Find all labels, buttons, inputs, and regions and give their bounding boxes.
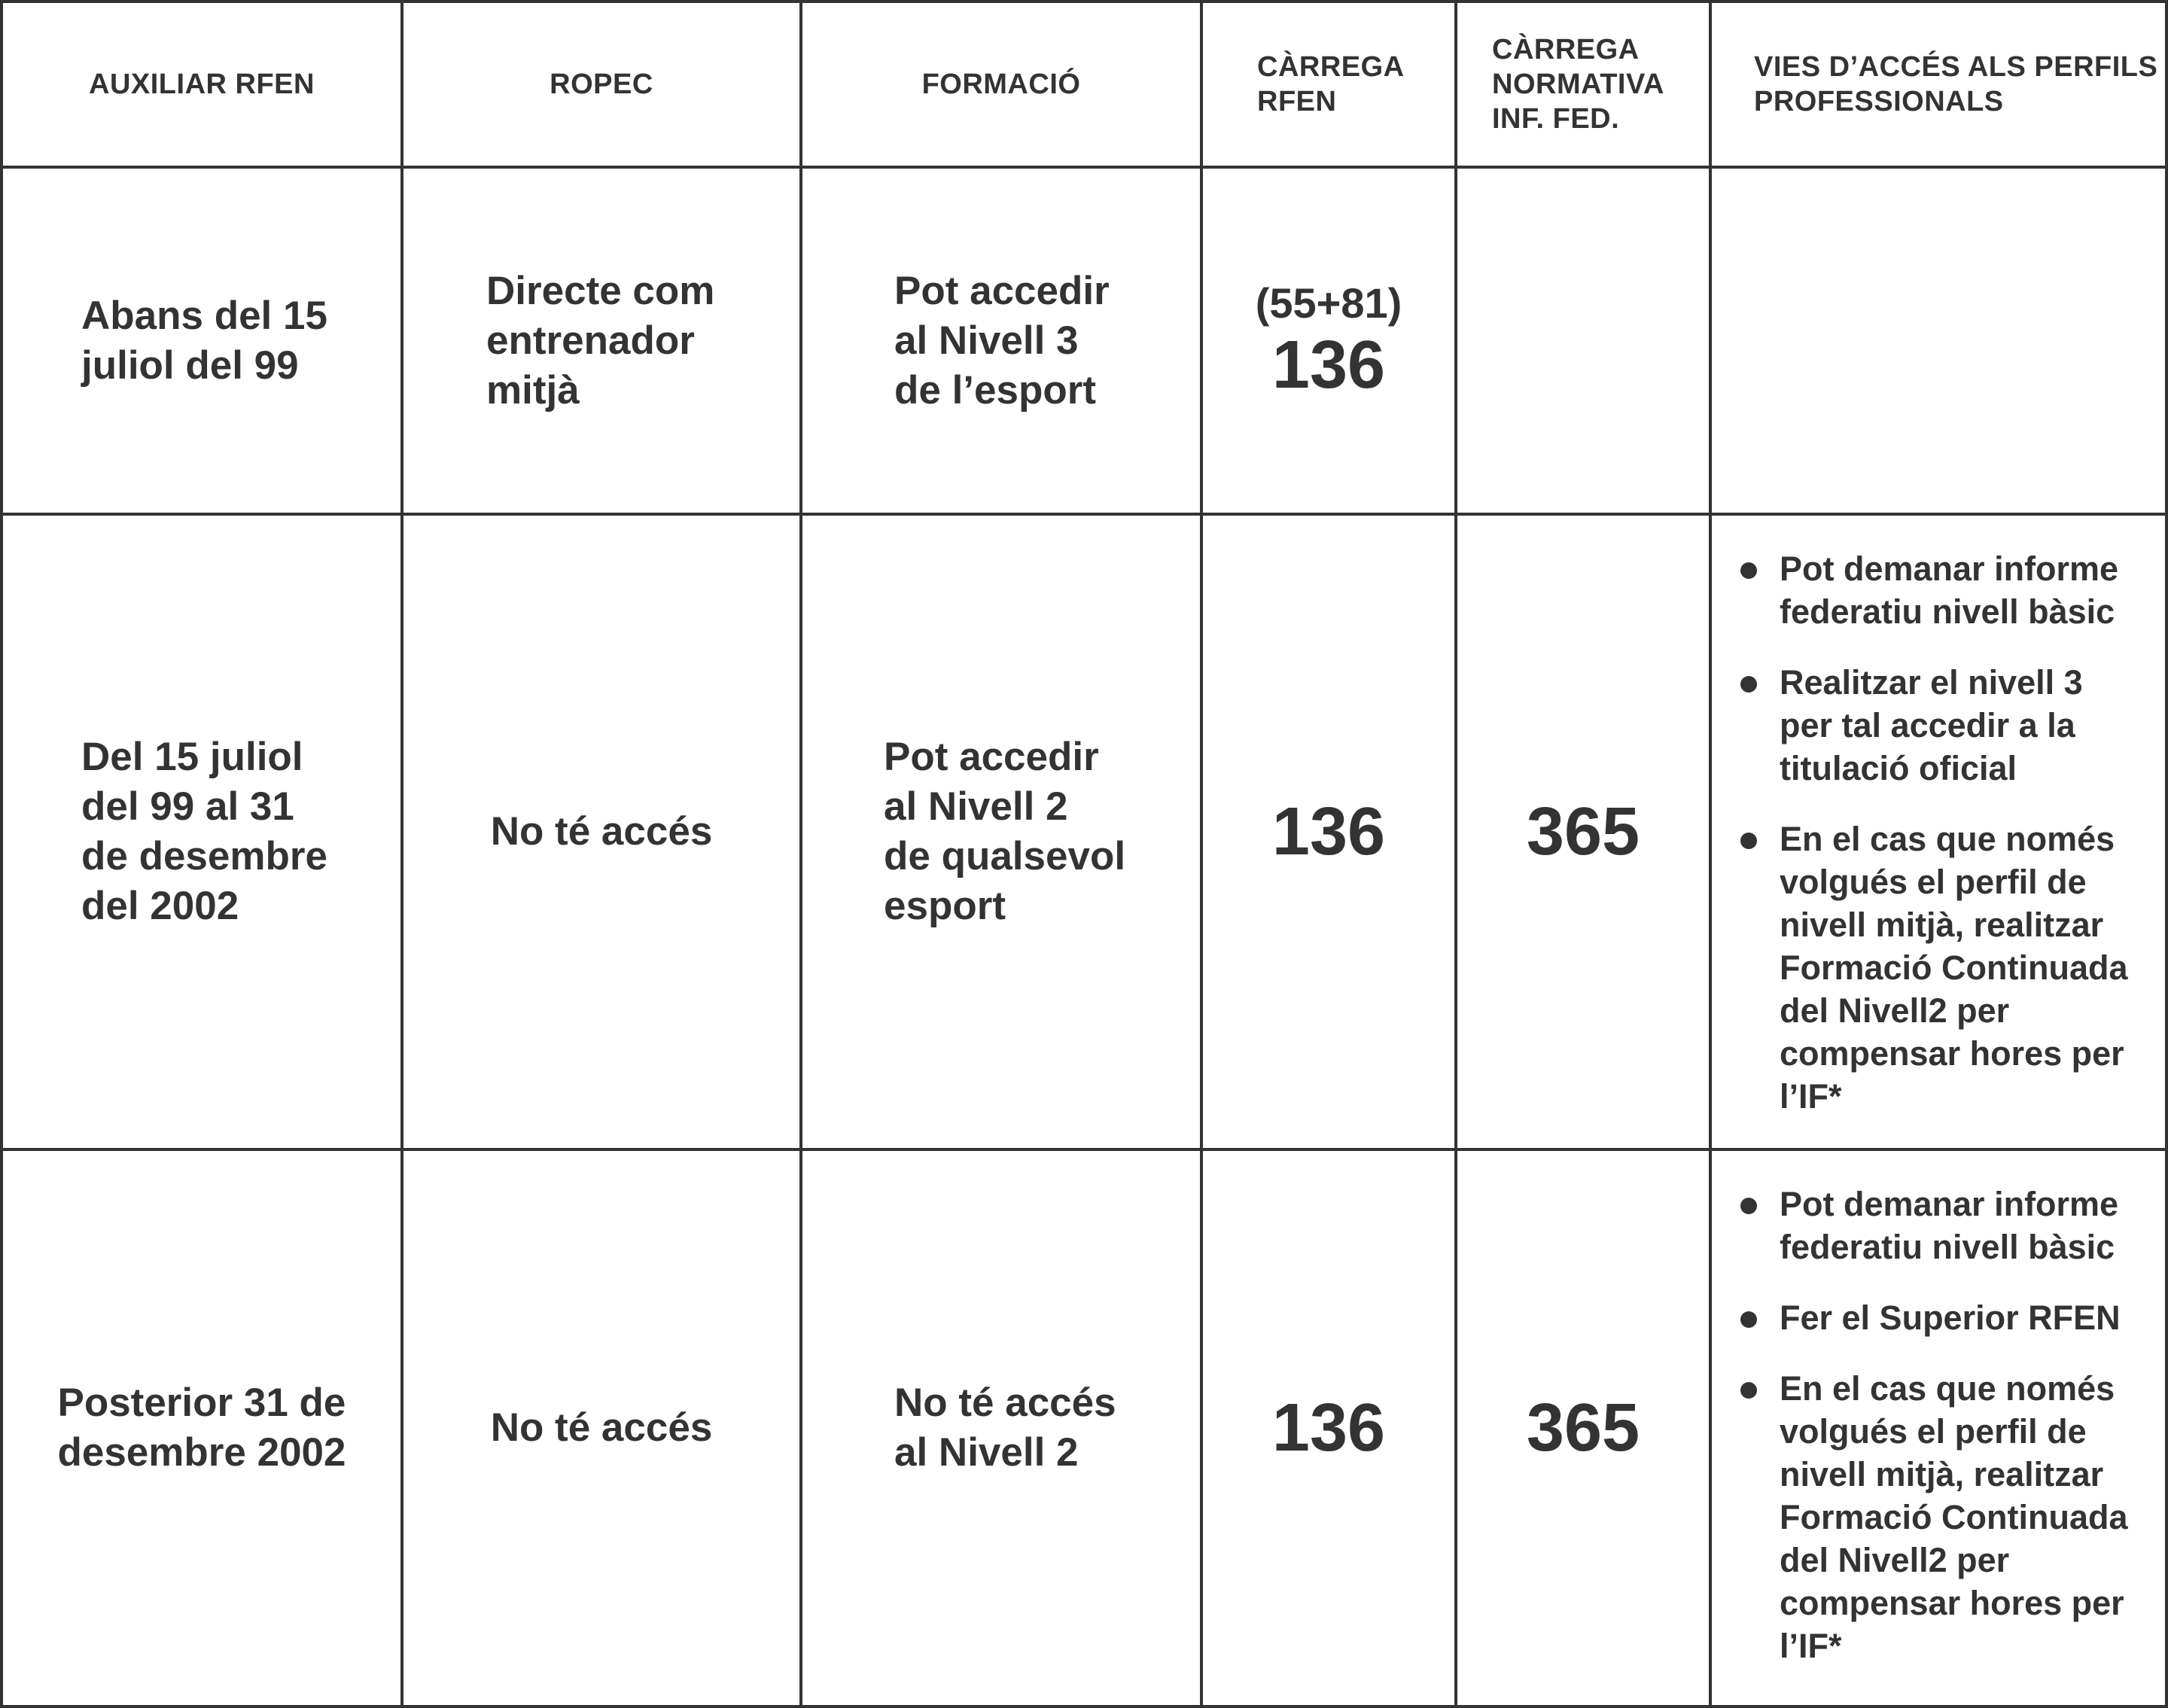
row-3-ropec-text: No té accés — [490, 1405, 713, 1450]
header-formacio — [802, 3, 1200, 166]
bullet-icon — [1740, 1382, 1757, 1399]
row-1-auxiliar-text: Abans del 15 juliol del 99 — [81, 293, 327, 388]
table-row-1-ropec — [403, 169, 799, 513]
list-item — [1737, 1296, 2128, 1339]
table-row-1-carrega-rfen — [1203, 169, 1454, 513]
list-item — [1737, 817, 2128, 1118]
bullet-icon — [1740, 833, 1757, 849]
list-item-text: Pot demanar informe federatiu nivell bàsic — [1780, 550, 2119, 631]
row-2-carrega-rfen-value: 136 — [1271, 794, 1386, 869]
bullet-icon — [1740, 1198, 1757, 1214]
table-row-3-ropec — [403, 1151, 799, 1705]
row-2-formacio-text: Pot accedir al Nivell 2 de qualsevol esport — [884, 735, 1126, 928]
row-3-carrega-normativa-value: 365 — [1526, 1390, 1640, 1466]
list-item-text: En el cas que només volgués el perfil de nivell mitjà, realitzar Formació Continuada del Nivell2 per compensar hores per l’IF* — [1780, 820, 2128, 1116]
header-auxiliar-label: AUXILIAR RFEN — [89, 69, 315, 100]
row-1-carrega-rfen-value: 136 — [1271, 327, 1386, 403]
row-1-ropec-text: Directe com entrenador mitjà — [486, 268, 715, 413]
table-row-3-auxiliar — [3, 1151, 400, 1705]
list-item-text: Pot demanar informe federatiu nivell bàsic — [1780, 1185, 2119, 1266]
list-item-text: En el cas que només volgués el perfil de nivell mitjà, realitzar Formació Continuada del Nivell2 per compensar hores per l’IF* — [1780, 1369, 2128, 1665]
table-row-2-carrega-normativa — [1457, 516, 1709, 1148]
list-item — [1737, 547, 2128, 633]
header-ropec — [403, 3, 799, 166]
table-row-1-auxiliar — [3, 169, 400, 513]
table-row-1-carrega-normativa — [1457, 169, 1709, 513]
row-2-carrega-normativa-value: 365 — [1526, 794, 1640, 869]
row-2-vies-list — [1737, 547, 2128, 1118]
list-item — [1737, 1367, 2128, 1667]
row-3-vies-list — [1737, 1183, 2128, 1667]
table-row-2-carrega-rfen — [1203, 516, 1454, 1148]
bullet-icon — [1740, 1311, 1757, 1328]
row-2-auxiliar-text: Del 15 juliol del 99 al 31 de desembre del 2002 — [81, 735, 327, 928]
header-carrega-rfen-label: CÀRREGA RFEN — [1257, 51, 1405, 117]
header-ropec-label: ROPEC — [550, 69, 653, 100]
table-row-3-formacio — [802, 1151, 1200, 1705]
row-2-ropec-text: No té accés — [490, 809, 713, 854]
table-row-3-carrega-normativa — [1457, 1151, 1709, 1705]
table-row-3-carrega-rfen — [1203, 1151, 1454, 1705]
bullet-icon — [1740, 676, 1757, 693]
list-item-text: Fer el Superior RFEN — [1780, 1299, 2121, 1337]
table-row-1-formacio — [802, 169, 1200, 513]
list-item — [1737, 1183, 2128, 1268]
header-carrega-normativa — [1457, 3, 1709, 166]
header-carrega-normativa-label: CÀRREGA NORMATIVA INF. FED. — [1492, 34, 1664, 135]
table-row-2-vies — [1712, 516, 2165, 1148]
header-vies-label: VIES D’ACCÉS ALS PERFILS PROFESSIONALS — [1754, 51, 2158, 117]
table-row-2-formacio — [802, 516, 1200, 1148]
header-auxiliar-rfen — [3, 3, 400, 166]
table-row-1-vies — [1712, 169, 2165, 513]
header-formacio-label: FORMACIÓ — [921, 69, 1081, 100]
row-1-formacio-text: Pot accedir al Nivell 3 de l’esport — [894, 268, 1110, 413]
bullet-icon — [1740, 562, 1757, 579]
table-row-2-auxiliar — [3, 516, 400, 1148]
list-item — [1737, 661, 2128, 790]
header-carrega-rfen — [1203, 3, 1454, 166]
row-3-formacio-text: No té accés al Nivell 2 — [894, 1381, 1116, 1475]
table-row-3-vies — [1712, 1151, 2165, 1705]
list-item-text: Realitzar el nivell 3 per tal accedir a la titulació oficial — [1780, 663, 2083, 787]
table-border-right — [2165, 0, 2168, 1708]
row-3-carrega-rfen-value: 136 — [1271, 1390, 1386, 1466]
table-row-2-ropec — [403, 516, 799, 1148]
header-vies-acces — [1712, 3, 2165, 166]
table-border-bottom — [0, 1705, 2168, 1708]
row-3-auxiliar-text: Posterior 31 de desembre 2002 — [57, 1381, 346, 1475]
row-1-carrega-breakdown: (55+81) — [1255, 279, 1402, 327]
